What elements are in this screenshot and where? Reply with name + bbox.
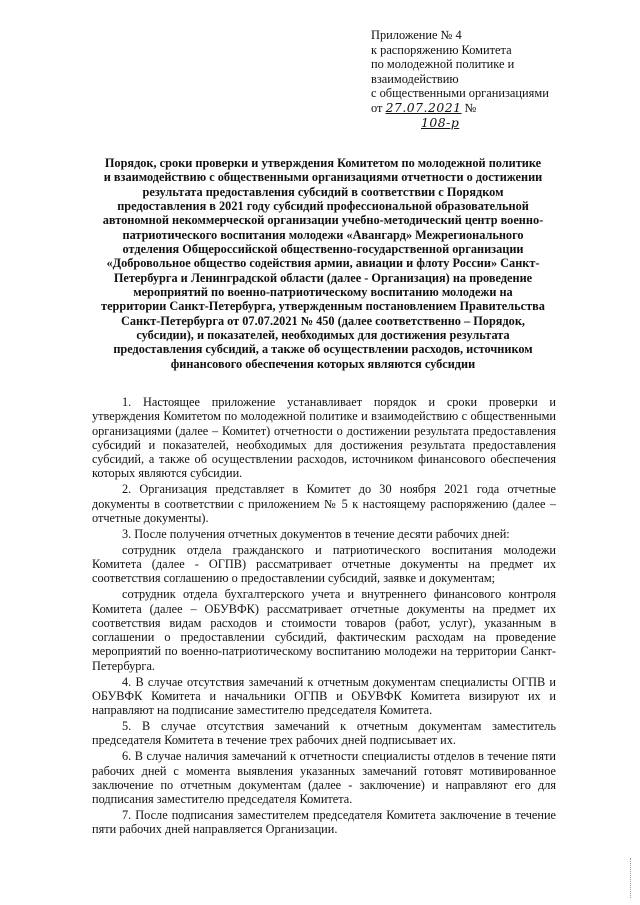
date-prefix: от (371, 100, 383, 115)
annex-number-line (371, 116, 611, 131)
annex-line: к распоряжению Комитета (371, 42, 512, 57)
paragraph: 2. Организация представляет в Комитет до 30 ноября 2021 года отчетные документы в соответствии с приложением № 5 к настоящему распоряжению (далее – отчетные документы). (92, 482, 556, 525)
handwritten-number: 108-р (421, 114, 460, 130)
annex-line: по молодежной политике и (371, 57, 515, 72)
paragraph: 1. Настоящее приложение устанавливает порядок и сроки проверки и утверждения Комитетом по молодежной политике и взаимодействию с общественными организациями (далее – Комитет) отчетности о достижении результата предоставления субсидий и показателей, необходимых для достижения результата предоставления субсидий, а также об осуществлении расходов, источником финансового обеспечения которых являются субсидии. (92, 395, 556, 481)
annex-date-line (371, 101, 611, 116)
paragraph: сотрудник отдела бухгалтерского учета и внутреннего финансового контроля Комитета (далее – ОБУВФК) рассматривает отчетные документы на предмет их соответствия видам расходов и стоимости товаров (работ, услуг), указанным в соглашении о предоставлении субсидий, фактическим расходам на проведение мероприятий по военно-патриотическому воспитанию молодежи на территории Санкт-Петербурга. (92, 587, 556, 673)
annex-title: Приложение № 4 (371, 28, 462, 42)
annex-line: с общественными организациями (371, 86, 549, 101)
paragraph: сотрудник отдела гражданского и патриотического воспитания молодежи Комитета (далее - ОГПВ) рассматривает отчетные документы на предмет их соответствия соглашению о предоставлении субсидий, заявке и документам; (92, 542, 556, 586)
document-title: Порядок, сроки проверки и утверждения Комитетом по молодежной политике и взаимодействию с общественными организациями отчетности о достижении результата предоставления субсидий в соответствии с Порядком предоставления в 2021 году субсидий профессиональной образовательной автономной некоммерческой организации учебно-методический центр военно-патриотического воспитания молодежи «Авангард» Межрегионального отделения Общероссийской общественно-государственной организации «Добровольное общество содействия армии, авиации и флоту России» Санкт-Петербурга и Ленинградской области (далее - Организация) на проведение мероприятий по военно-патриотическому воспитанию молодежи на территории Санкт-Петербурга, утвержденным постановлением Правительства Санкт-Петербурга от 07.07.2021 № 450 (далее соответственно – Порядок, субсидии), и показателей, необходимых для достижения результата предоставления субсидий, а также об осуществлении расходов, источником финансового обеспечения которых являются субсидии (101, 156, 545, 371)
handwritten-date: 27.07.2021 (385, 99, 462, 115)
document-body (92, 395, 556, 837)
paragraph: 3. После получения отчетных документов в течение десяти рабочих дней: (122, 526, 510, 541)
paragraph: 7. После подписания заместителем председателя Комитета заключение в течение пяти рабочих дней направляется Организации. (92, 808, 556, 837)
paragraph: 4. В случае отсутствия замечаний к отчетным документам специалисты ОГПВ и ОБУВФК Комитета и начальники ОГПВ и ОБУВФК Комитета визируют их и направляют на подписание заместителю председателя Комитета. (92, 674, 556, 718)
paragraph: 6. В случае наличия замечаний к отчетности специалисты отделов в течение пяти рабочих дней с момента выявления указанных замечаний готовят мотивированное заключение по отчетным документам (далее - заключение) и направляют его для подписания заместителю председателя Комитета. (92, 749, 556, 807)
scan-edge-marks (630, 858, 633, 898)
annex-line: взаимодействию (371, 71, 459, 86)
number-label: № (464, 100, 477, 115)
paragraph: 5. В случае отсутствия замечаний к отчетным документам заместитель председателя Комитета в течение трех рабочих дней подписывает их. (92, 719, 556, 748)
annex-header (371, 28, 611, 130)
